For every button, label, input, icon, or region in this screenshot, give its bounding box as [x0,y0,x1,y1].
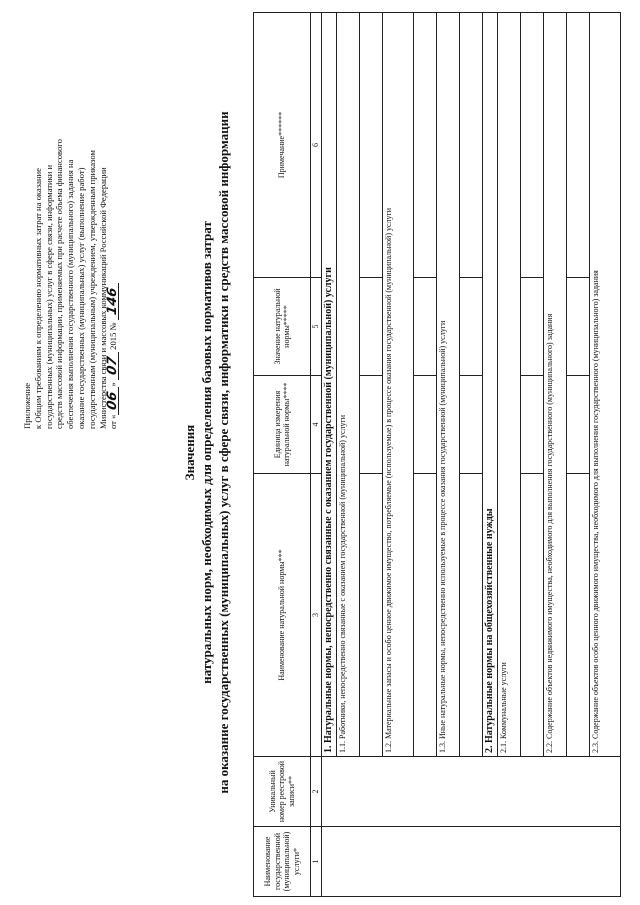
column-number-row [311,13,322,897]
appendix-note [22,29,119,429]
registry-number-cell [322,757,621,827]
header-row [254,13,311,897]
date-mid: » [108,382,119,387]
unit-cell [414,376,437,474]
document-title [182,0,232,905]
row-2-3-title: 2.3. Содержание объектов особо ценного движимого имущества, необходимого для выполнения государственного (муниципального) задания [590,13,621,757]
appendix-line: Министерства связи и массовых коммуникаций Российской Федерации [97,167,108,429]
title-line-3: на оказание государственных (муниципальных) услуг в сфере связи, информатики и средств массовой информации [216,111,231,794]
row-2-1-title: 2.1. Коммунальные услуги [498,13,521,757]
note-cell [567,13,590,278]
section-row [322,13,337,897]
date-prefix: от « [108,414,119,429]
column-number: 3 [311,474,322,757]
column-number: 4 [311,376,322,474]
appendix-line: государственным (муниципальным) учреждением, утвержденным приказом [86,150,97,429]
appendix-line: государственных (муниципальных) услуг в сфере связи, информатики и [43,164,54,429]
value-cell [521,278,544,376]
column-number: 6 [311,13,322,278]
column-number: 2 [311,757,322,827]
handwritten-day: 06 [105,390,121,411]
section-1-title: 1. Натуральные нормы, непосредственно связанные с оказанием государственной (муниципальной) услуги [322,13,337,757]
section-2-title: 2. Натуральные нормы на общехозяйственные нужды [483,13,498,757]
norms-table [253,12,621,897]
norm-name-cell [460,474,483,757]
unit-cell [360,376,383,474]
value-cell [567,278,590,376]
value-cell [360,278,383,376]
row-2-2-title: 2.2. Содержание объектов недвижимого имущества, необходимого для выполнения государственного (муниципального) задания [544,13,567,757]
header-cell: Наименование государственной (муниципальной) услуги* [254,827,311,897]
appendix-line: Приложение [22,382,32,429]
note-cell [521,13,544,278]
row-1-3-title: 1.3. Иные натуральные нормы, непосредственно используемые в процессе оказания государственной (муниципальной) услуги [437,13,460,757]
norm-name-cell [360,474,383,757]
appendix-line: оказание государственных (муниципальных) услуг (выполнение работ) [75,167,86,429]
note-cell [414,13,437,278]
appendix-line: обеспечения выполнения государственного (муниципального) задания на [65,159,76,429]
header-cell: Единица измерения натуральной нормы**** [254,376,311,474]
unit-cell [521,376,544,474]
appendix-date-line [105,29,121,429]
norm-name-cell [521,474,544,757]
header-cell: Значение натуральной нормы***** [254,278,311,376]
value-cell [414,278,437,376]
note-cell [460,13,483,278]
header-cell: Наименование натуральной нормы*** [254,474,311,757]
header-cell: Уникальный номер реестровой записи** [254,757,311,827]
norm-name-cell [567,474,590,757]
title-line-2: натуральных норм, необходимых для определения базовых нормативов затрат [199,221,214,684]
date-year: 2015 № [108,322,119,350]
header-cell: Примечание****** [254,13,311,278]
row-1-2-title: 1.2. Материальные запасы и особо ценное движимое имущество, потребляемые (используемые) в процессе оказания государственной (муниципальной) услуги [383,13,414,757]
appendix-line: к Общим требованиям к определению нормативных затрат на оказание [32,168,43,429]
handwritten-doc-number: 146 [105,286,121,317]
title-line-1: Значения [182,424,197,481]
row-1-1-title: 1.1. Работники, непосредственно связанные с оказанием государственной (муниципальной) услуги [337,13,360,757]
unit-cell [567,376,590,474]
note-cell [360,13,383,278]
service-name-cell [322,827,621,897]
unit-cell [460,376,483,474]
handwritten-month: 07 [105,355,121,377]
column-number: 1 [311,827,322,897]
column-number: 5 [311,278,322,376]
value-cell [460,278,483,376]
appendix-line: средств массовой информации, применяемых при расчете объема финансового [54,139,65,429]
norms-table-wrap [253,13,621,897]
norm-name-cell [414,474,437,757]
